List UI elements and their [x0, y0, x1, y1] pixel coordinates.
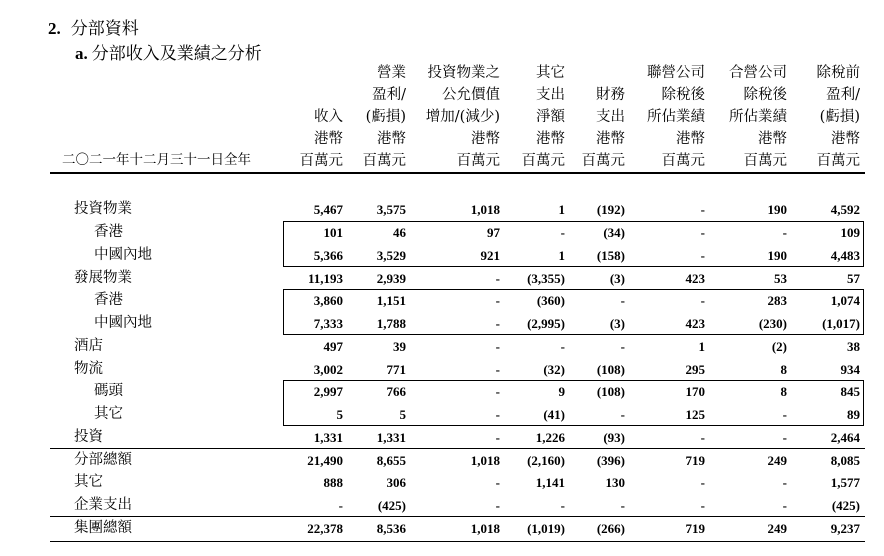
row-label: 企業支出	[74, 497, 132, 513]
column-header-line: 營業	[377, 65, 406, 81]
table-cell: (396)	[596, 453, 625, 468]
column-header-line: 百萬元	[521, 153, 565, 169]
table-cell: 97	[487, 225, 500, 240]
row-label: 分部總額	[74, 452, 132, 468]
table-cell: 3,575	[376, 202, 406, 217]
table-cell: 845	[840, 384, 860, 399]
table-cell: -	[495, 316, 500, 331]
column-header-line: 港幣	[377, 131, 406, 147]
table-cell: -	[495, 362, 500, 377]
table-row	[0, 494, 884, 517]
table-row	[0, 517, 884, 540]
table-cell: -	[700, 293, 705, 308]
table-cell: 766	[386, 384, 406, 399]
period-label: 二〇二一年十二月三十一日全年	[62, 152, 251, 168]
table-cell: 5,467	[313, 202, 343, 217]
column-header-1	[300, 62, 344, 172]
table-cell: 5	[399, 407, 406, 422]
table-cell: (192)	[596, 202, 625, 217]
table-cell: -	[620, 293, 625, 308]
table-cell: 719	[685, 453, 705, 468]
table-cell: 1,788	[376, 316, 406, 331]
table-cell: -	[495, 339, 500, 354]
row-label: 碼頭	[94, 383, 123, 399]
table-cell: -	[782, 407, 787, 422]
column-header-line: 所佔業績	[729, 109, 787, 125]
column-header-line: 其它	[536, 65, 565, 81]
table-cell: -	[782, 430, 787, 445]
row-label: 其它	[74, 474, 103, 490]
table-cell: 3,860	[313, 293, 343, 308]
table-cell: 888	[323, 475, 343, 490]
table-cell: 11,193	[307, 271, 343, 286]
table-cell: -	[700, 498, 705, 513]
table-cell: -	[782, 498, 787, 513]
column-header-line: 港幣	[471, 131, 500, 147]
column-header-line: 除稅後	[661, 87, 705, 103]
table-cell: -	[700, 430, 705, 445]
table-cell: -	[700, 248, 705, 263]
column-header-line: 百萬元	[743, 153, 787, 169]
table-cell: 5	[336, 407, 343, 422]
column-header-line: 財務	[596, 87, 625, 103]
column-header-line: 百萬元	[362, 153, 406, 169]
table-cell: 21,490	[307, 453, 343, 468]
section-number: 2.	[48, 19, 61, 38]
table-cell: -	[700, 225, 705, 240]
table-cell: 934	[840, 362, 860, 377]
table-cell: 771	[386, 362, 406, 377]
column-header-line: 百萬元	[581, 153, 625, 169]
table-row	[0, 471, 884, 494]
column-header-line: 港幣	[536, 131, 565, 147]
table-row	[0, 312, 884, 335]
table-cell: 2,939	[376, 271, 406, 286]
column-header-5	[582, 62, 626, 172]
table-cell: 8,536	[376, 521, 406, 536]
table-row	[0, 449, 884, 472]
table-cell: (425)	[377, 498, 406, 513]
table-cell: (158)	[596, 248, 625, 263]
column-header-line: 港幣	[831, 131, 860, 147]
subsection-heading	[75, 39, 262, 64]
column-header-line: 收入	[314, 109, 343, 125]
table-cell: (2,160)	[527, 453, 565, 468]
table-cell: -	[700, 202, 705, 217]
table-cell: -	[560, 498, 565, 513]
table-cell: 423	[685, 271, 705, 286]
column-header-line: 港幣	[596, 131, 625, 147]
row-label: 發展物業	[74, 270, 132, 286]
table-cell: 423	[685, 316, 705, 331]
table-cell: (1,019)	[527, 521, 565, 536]
header-rule	[50, 172, 865, 174]
table-cell: 101	[323, 225, 343, 240]
table-cell: 1,331	[313, 430, 343, 445]
table-cell: 109	[840, 225, 860, 240]
column-header-2	[363, 62, 407, 172]
table-cell: -	[620, 498, 625, 513]
row-label: 香港	[94, 224, 123, 240]
column-header-line: 百萬元	[661, 153, 705, 169]
table-row	[0, 244, 884, 267]
row-label: 酒店	[74, 338, 103, 354]
table-cell: 1,151	[376, 293, 406, 308]
table-row	[0, 358, 884, 381]
column-header-line: 港幣	[758, 131, 787, 147]
table-cell: 125	[685, 407, 705, 422]
table-cell: -	[700, 475, 705, 490]
table-row	[0, 335, 884, 358]
table-row	[0, 289, 884, 312]
table-cell: -	[620, 407, 625, 422]
table-cell: 1	[558, 248, 565, 263]
table-row	[0, 198, 884, 221]
table-cell: 130	[605, 475, 625, 490]
table-cell: 170	[685, 384, 705, 399]
table-cell: -	[495, 498, 500, 513]
table-cell: -	[495, 475, 500, 490]
column-header-line: 所佔業績	[647, 109, 705, 125]
table-row	[0, 221, 884, 244]
table-cell: -	[495, 384, 500, 399]
table-cell: (2)	[771, 339, 787, 354]
table-cell: 2,997	[313, 384, 343, 399]
column-header-line: 港幣	[314, 131, 343, 147]
group-total-bottom-rule	[50, 541, 865, 542]
table-row	[0, 380, 884, 403]
column-header-line: 百萬元	[456, 153, 500, 169]
table-cell: 53	[774, 271, 787, 286]
section-title: 分部資料	[70, 19, 139, 39]
table-cell: -	[782, 475, 787, 490]
table-cell: 5,366	[313, 248, 343, 263]
table-cell: 9	[558, 384, 565, 399]
row-label: 中國內地	[94, 315, 152, 331]
table-cell: (34)	[603, 225, 625, 240]
column-header-line: 投資物業之	[427, 65, 500, 81]
table-cell: (1,017)	[822, 316, 860, 331]
table-cell: (32)	[543, 362, 565, 377]
table-cell: (360)	[536, 293, 565, 308]
table-cell: (41)	[543, 407, 565, 422]
table-cell: 921	[480, 248, 500, 263]
table-cell: 8	[780, 362, 787, 377]
table-cell: 4,483	[830, 248, 860, 263]
row-label: 投資	[74, 429, 103, 445]
column-header-line: 盈利/	[372, 87, 406, 103]
table-cell: (108)	[596, 384, 625, 399]
table-cell: 1,331	[376, 430, 406, 445]
table-cell: (230)	[758, 316, 787, 331]
table-cell: -	[560, 339, 565, 354]
table-cell: 1,074	[830, 293, 860, 308]
column-header-7	[729, 62, 787, 172]
column-header-line: 百萬元	[299, 153, 343, 169]
table-cell: 1,226	[535, 430, 565, 445]
table-cell: (108)	[596, 362, 625, 377]
column-header-4	[522, 62, 566, 172]
table-cell: 2,464	[830, 430, 860, 445]
table-cell: 38	[847, 339, 860, 354]
table-cell: 4,592	[830, 202, 860, 217]
table-cell: 3,529	[376, 248, 406, 263]
table-cell: 46	[393, 225, 406, 240]
table-cell: 295	[685, 362, 705, 377]
table-cell: -	[495, 407, 500, 422]
table-cell: -	[338, 498, 343, 513]
table-cell: (3)	[609, 271, 625, 286]
table-cell: 1,577	[830, 475, 860, 490]
table-cell: 283	[767, 293, 787, 308]
table-cell: 22,378	[307, 521, 343, 536]
table-cell: 249	[767, 521, 787, 536]
table-cell: 1	[558, 202, 565, 217]
column-header-line: 支出	[596, 109, 625, 125]
row-label: 投資物業	[74, 201, 132, 217]
column-header-line: 聯營公司	[647, 65, 705, 81]
table-cell: (93)	[603, 430, 625, 445]
column-header-line: 除稅後	[743, 87, 787, 103]
column-header-line: 港幣	[676, 131, 705, 147]
table-cell: -	[495, 430, 500, 445]
table-cell: 249	[767, 453, 787, 468]
table-cell: (266)	[596, 521, 625, 536]
table-cell: 8	[780, 384, 787, 399]
row-label: 香港	[94, 292, 123, 308]
subsection-letter: a.	[75, 44, 88, 63]
table-cell: (2,995)	[527, 316, 565, 331]
table-cell: 9,237	[830, 521, 860, 536]
column-header-line	[300, 62, 344, 84]
column-header-3	[426, 62, 500, 172]
table-cell: 8,655	[376, 453, 406, 468]
table-cell: (3)	[609, 316, 625, 331]
table-row	[0, 403, 884, 426]
column-header-line: 淨額	[536, 109, 565, 125]
column-header-line	[582, 62, 626, 84]
column-header-line: (虧損)	[819, 109, 860, 125]
table-cell: 89	[847, 407, 860, 422]
table-cell: 1,018	[470, 202, 500, 217]
column-header-8	[817, 62, 861, 172]
table-cell: 39	[393, 339, 406, 354]
table-cell: 3,002	[313, 362, 343, 377]
column-header-6	[647, 62, 705, 172]
table-cell: 1,018	[470, 453, 500, 468]
table-row	[0, 426, 884, 449]
row-label: 集團總額	[74, 520, 132, 536]
table-row	[0, 267, 884, 290]
table-cell: -	[560, 225, 565, 240]
subsection-title: 分部收入及業績之分析	[91, 44, 262, 64]
table-cell: 190	[767, 248, 787, 263]
table-cell: 57	[847, 271, 860, 286]
column-header-line: 支出	[536, 87, 565, 103]
table-cell: 497	[323, 339, 343, 354]
column-header-line: 增加/(減少)	[425, 109, 500, 125]
table-cell: 7,333	[313, 316, 343, 331]
column-header-line	[300, 84, 344, 106]
table-cell: 190	[767, 202, 787, 217]
column-header-line: (虧損)	[365, 109, 406, 125]
table-cell: 8,085	[830, 453, 860, 468]
row-label: 物流	[74, 361, 103, 377]
table-cell: 306	[386, 475, 406, 490]
table-cell: -	[782, 225, 787, 240]
table-cell: 1	[698, 339, 705, 354]
row-label: 中國內地	[94, 247, 152, 263]
table-cell: (3,355)	[527, 271, 565, 286]
row-label: 其它	[94, 406, 123, 422]
column-header-line: 除稅前	[816, 65, 860, 81]
table-cell: -	[495, 293, 500, 308]
section-heading	[48, 14, 139, 39]
column-header-line: 合營公司	[729, 65, 787, 81]
table-cell: -	[620, 339, 625, 354]
table-cell: (425)	[831, 498, 860, 513]
column-header-line: 盈利/	[826, 87, 860, 103]
table-cell: 719	[685, 521, 705, 536]
column-header-line: 公允價值	[442, 87, 500, 103]
table-cell: -	[495, 271, 500, 286]
column-header-line: 百萬元	[816, 153, 860, 169]
table-cell: 1,141	[535, 475, 565, 490]
table-cell: 1,018	[470, 521, 500, 536]
